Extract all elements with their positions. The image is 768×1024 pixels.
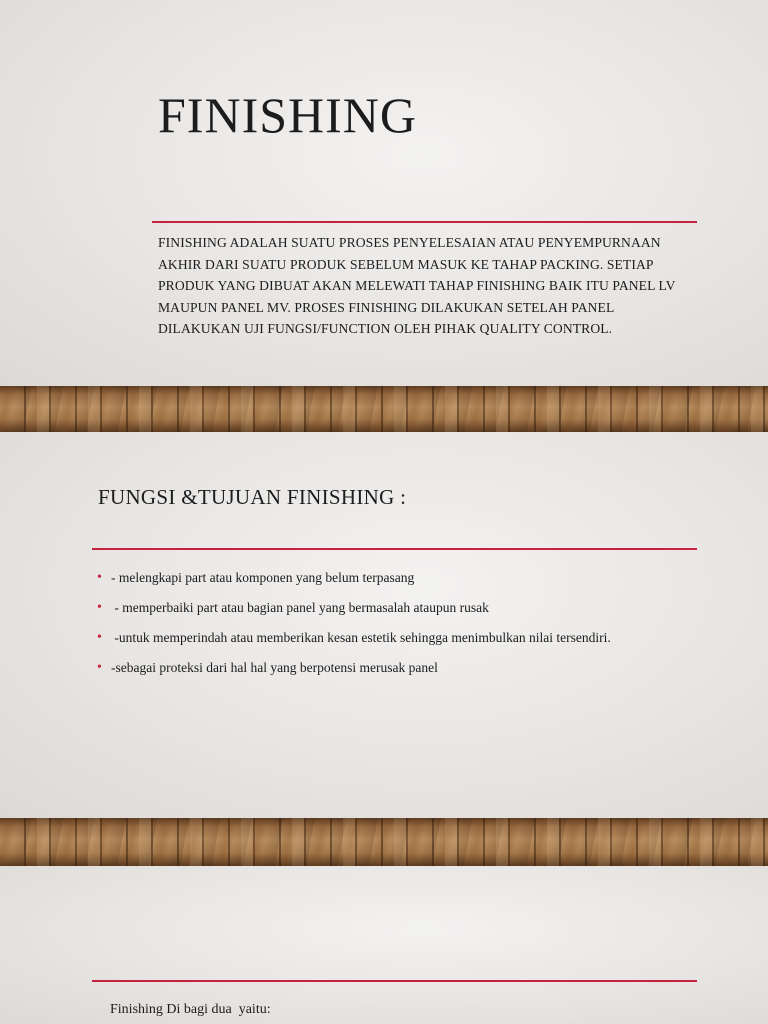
bullet-icon: • [97,660,102,675]
bullet-list [95,567,675,687]
bullet-text: -sebagai proteksi dari hal hal yang berpotensi merusak panel [111,660,438,675]
bullet-text: -untuk memperindah atau memberikan kesan estetik sehingga menimbulkan nilai tersendiri. [111,630,611,645]
slide-title: FINISHING [158,87,417,143]
slide-finishing-intro [0,0,768,386]
list-item [95,597,675,619]
bullet-text: - melengkapi part atau komponen yang belum terpasang [111,570,415,585]
slide-finishing-types [0,866,768,1024]
heading-divider [92,548,697,550]
bullet-text: - memperbaiki part atau bagian panel yang bermasalah ataupun rusak [111,600,489,615]
intro-paragraph: FINISHING ADALAH SUATU PROSES PENYELESAIAN ATAU PENYEMPURNAAN AKHIR DARI SUATU PRODUK SEBELUM MASUK KE TAHAP PACKING. SETIAP PRODUK YANG DIBUAT AKAN MELEWATI TAHAP FINISHING BAIK ITU PANEL LV MAUPUN PANEL MV. PROSES FINISHING DILAKUKAN SETELAH PANEL DILAKUKAN UJI FUNGSI/FUNCTION OLEH PIHAK QUALITY CONTROL. [158,235,676,336]
bullet-icon: • [97,630,102,645]
wood-floor-strip [0,818,768,866]
list-item [95,567,675,589]
heading-divider [92,980,697,982]
wood-floor-strip [0,386,768,432]
section-heading: FUNGSI &TUJUAN FINISHING : [98,485,407,509]
bullet-icon: • [97,600,102,615]
title-divider [152,221,697,223]
list-item [95,657,675,679]
slide-fungsi-tujuan [0,432,768,818]
slide-text: Finishing Di bagi dua yaitu: [110,1002,271,1017]
bullet-icon: • [97,570,102,585]
list-item [95,627,675,649]
